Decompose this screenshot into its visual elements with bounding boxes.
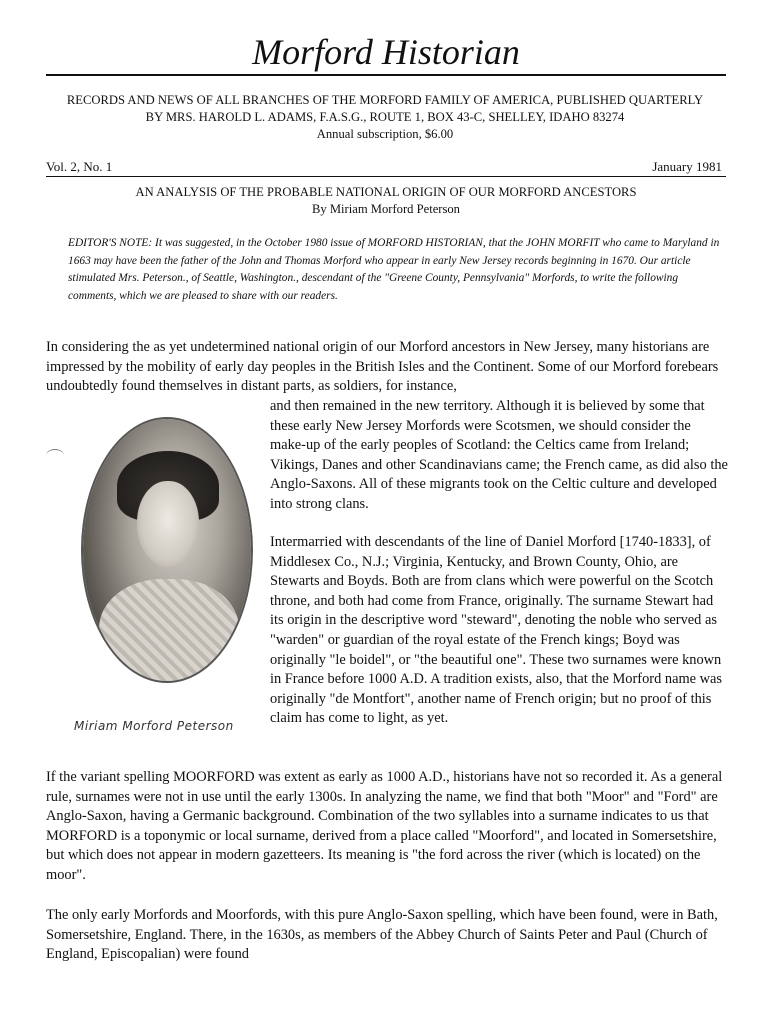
article-byline: By Miriam Morford Peterson [312, 202, 460, 216]
paragraph-3: Intermarried with descendants of the line of Daniel Morford [1740-1833], of Middlesex Co., N.J.; Virginia, Kentucky, and Brown County, Ohio, are Stewarts and Boyds. Both are from clans which were powerful on the Scotch throne, and both had come from France, originally. The surname Stewart had its origin in the descriptive word "steward", denoting the noble who served as "warden" or guardian of the royal estate of the French kings; Boyd was originally "le boidel", or "the beautiful one". These two surnames were known in France before 1000 A.D. A tradition exists, also, that the Morford name was originally "de Montfort", another name of French origin; but no proof of this claim has come to light, as yet. [270, 534, 723, 727]
subscription-price: Annual subscription, $6.00 [316, 127, 454, 141]
volume-number: Vol. 2, No. 1 [46, 159, 113, 174]
publication-description: RECORDS AND NEWS OF ALL BRANCHES OF THE MORFORD FAMILY OF AMERICA, PUBLISHED QUARTERLY [66, 93, 704, 107]
paragraph-5: The only early Morfords and Moorfords, with this pure Anglo-Saxon spelling, which have been found, were in Bath, Somersetshire, England. There, in the 1630s, as members of the Abbey Church of Saints Peter and Paul (Church of England, Episcopalian) were found [46, 907, 718, 963]
publisher-address: BY MRS. HAROLD L. ADAMS, F.A.S.G., ROUTE 1, BOX 43-C, SHELLEY, IDAHO 83274 [145, 110, 625, 124]
issue-date: January 1981 [652, 159, 722, 174]
publication-info [50, 92, 720, 143]
paragraph-4: If the variant spelling MOORFORD was extent as early as 1000 A.D., historians have not so recorded it. As a general rule, surnames were not in use until the early 1300s. In analyzing the name, we find that both "Moor" and "Ford" are Anglo-Saxon, having a Germanic background. Combination of the two syllables into a surname indicates to us that MORFORD is a toponymic or local surname, derived from a place called "Moorford", and located in Somersetshire, but which does not appear in modern gazetteers. Its meaning is "the ford across the river (which is located) on the moor". [46, 769, 723, 883]
article-title: AN ANALYSIS OF THE PROBABLE NATIONAL ORIGIN OF OUR MORFORD ANCESTORS [135, 185, 637, 199]
portrait-oval-image [83, 419, 251, 681]
paragraph-1: In considering the as yet undetermined national origin of our Morford ancestors in New Jersey, many historians are impressed by the mobility of early day peoples in the British Isles and the Continent. Some of our Morford forebears undoubtedly found themselves in distant parts, as soldiers, for instance, [46, 339, 719, 395]
paragraph-2: and then remained in the new territory. Although it is believed by some that these early New Jersey Morfords were Scotsmen, we should consider the make-up of the early peoples of Scotland: the Celtics came from Ireland; Vikings, Danes and other Scandinavians came; the French came, as did also the Anglo-Saxons. All of these migrants took on the Celtic culture and developed into strong clans. [270, 398, 728, 512]
portrait-caption: Miriam Morford Peterson [74, 719, 234, 733]
editor-note: EDITOR'S NOTE: It was suggested, in the October 1980 issue of MORFORD HISTORIAN, that the JOHN MORFIT who came to Maryland in 1663 may have been the father of the John and Thomas Morford who appear in early New Jersey records beginning in 1670. Our article stimulated Mrs. Peterson., of Seattle, Washington., descendant of the "Greene County, Pennsylvania" Morfords, to write the following comments, which we are pleased to share with our readers. [68, 237, 720, 302]
portrait-face [137, 481, 199, 567]
masthead-title: Morford Historian [46, 30, 726, 76]
issue-line [46, 158, 726, 177]
scan-mark [46, 449, 64, 462]
portrait-photo [64, 405, 260, 750]
portrait-blouse [99, 579, 239, 681]
